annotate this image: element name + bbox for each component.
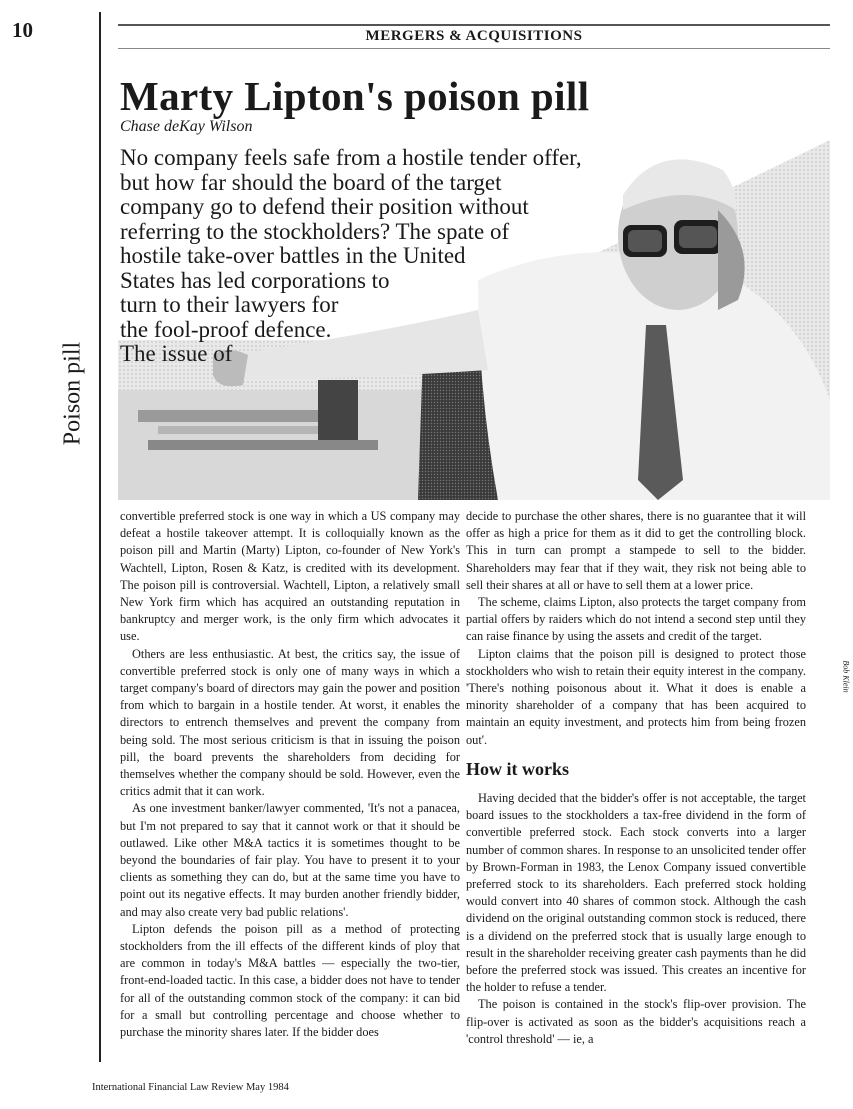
intro-line: referring to the stockholders? The spate of: [120, 218, 510, 244]
paragraph: Lipton defends the poison pill as a method of protecting stockholders from the ill effects of the different kinds of ploy that are common in today's M&A battles — especially the two-tier, front-end-loaded tactic. In this case, a bidder does not have to tender for all of the outstanding common stock of the company: it can bid for a small but controlling percentage and choose whether to purchase the minority shares later. If the bidder does: [120, 921, 460, 1040]
intro-line: hostile take-over battles in the United: [120, 243, 466, 268]
section-header: [118, 28, 830, 45]
body-column-left: [120, 508, 460, 1041]
paragraph: The scheme, claims Lipton, also protects the target company from partial offers by raiders which do not intend a second step until they can raise finance by using the assets and credit of the target.: [466, 595, 806, 644]
photo-credit-text: Bob Klein: [841, 660, 851, 693]
intro-line: the fool-proof defence.: [120, 316, 332, 342]
intro-line: States has led corporations to: [120, 267, 390, 293]
subheading: How it works: [466, 758, 569, 779]
intro-paragraph: [120, 145, 582, 367]
photo-credit: [836, 650, 853, 710]
footer-citation: International Financial Law Review May 1984: [92, 1082, 289, 1093]
paragraph: As one investment banker/lawyer commented, 'It's not a panacea, but I'm not prepared to say that it cannot work or that it should be outlawed. Like other M&A tactics it is sometimes thought to be beyond the boundaries of fair play. You have to present it to your clients as something they can do, but at the same time you have to point out its negative effects. It may burden another friendly bidder, and may also create very bad public relations'.: [120, 801, 460, 919]
paragraph: decide to purchase the other shares, there is no guarantee that it will offer as high a price for them as it did to get the controlling block. This in turn can prompt a stampede to sell to the bidder. Shareholders may fear that if they wait, they risk not being able to sell their shares at all or have to sell them at a lower price.: [466, 509, 806, 592]
paragraph: Lipton claims that the poison pill is designed to protect those stockholders who wish to retain their equity interest in the company. 'There's nothing poisonous about it. What it does is enable a minority shareholder of a company that has been acquired to maintain an equity investment, and protects him from being frozen out'.: [466, 646, 806, 747]
paragraph: Having decided that the bidder's offer is not acceptable, the target board issues to the stockholders a tax-free dividend in the form of convertible preferred stock. Each stock converts into a larger number of common shares. In response to an unsolicited tender offer by Brown-Forman in 1983, the Lenox Company issued convertible preferred stock to its shareholders. Each preferred stock holding would convert into 40 shares of common stock. Although the cash dividend on the original outstanding common stock is reduced, there is a dividend on the preferred stock that is usually large enough to result in the shareholder receiving greater cash payments than he did before the preferred stock was issued. This creates an incentive for the holder to refuse a tender.: [466, 791, 806, 995]
intro-line: The issue of: [120, 341, 233, 366]
side-label-text: Poison pill: [59, 341, 86, 446]
section-header-text: MERGERS & ACQUISITIONS: [358, 28, 591, 44]
intro-line: but how far should the board of the target: [120, 169, 502, 195]
header-rule-top: [118, 24, 830, 26]
paragraph: convertible preferred stock is one way in which a US company may defeat a hostile takeover attempt. It is colloquially known as the poison pill and Martin (Marty) Lipton, co-founder of New York's Wachtell, Lipton, Rosen & Katz, is credited with its development. The poison pill is controversial. Wachtell, Lipton, a relatively small New York firm which has acquired an outstanding reputation in bankruptcy and merger work, is the only firm which advocates it use.: [120, 509, 460, 644]
intro-line: No company feels safe from a hostile tender offer,: [120, 145, 582, 170]
intro-line: turn to their lawyers for: [120, 292, 339, 317]
article-title: Marty Lipton's poison pill: [120, 73, 590, 119]
margin-rule: [99, 12, 101, 1062]
paragraph: Others are less enthusiastic. At best, the critics say, the issue of convertible preferred stock is only one of many ways in which a target company's board of directors may gain the power and position from which to bargain in a hostile tender. At worst, it enables the directors to entrench themselves and prevent the company from being sold. The most serious criticism is that in issuing the poison pill, the board prevents the shareholders from deciding for themselves whether the company should be sold. However, even the critics admit that it can work.: [120, 646, 460, 799]
body-column-right: [466, 508, 806, 1048]
header-rule-bottom: [118, 48, 830, 49]
author-byline: Chase deKay Wilson: [120, 118, 253, 135]
paragraph: The poison is contained in the stock's flip-over provision. The flip-over is activated as soon as the bidder's acquisitions reach a 'control threshold' — ie, a: [466, 997, 806, 1046]
page-number: 10: [12, 18, 33, 42]
intro-line: company go to defend their position without: [120, 194, 529, 219]
side-label: [58, 340, 88, 450]
